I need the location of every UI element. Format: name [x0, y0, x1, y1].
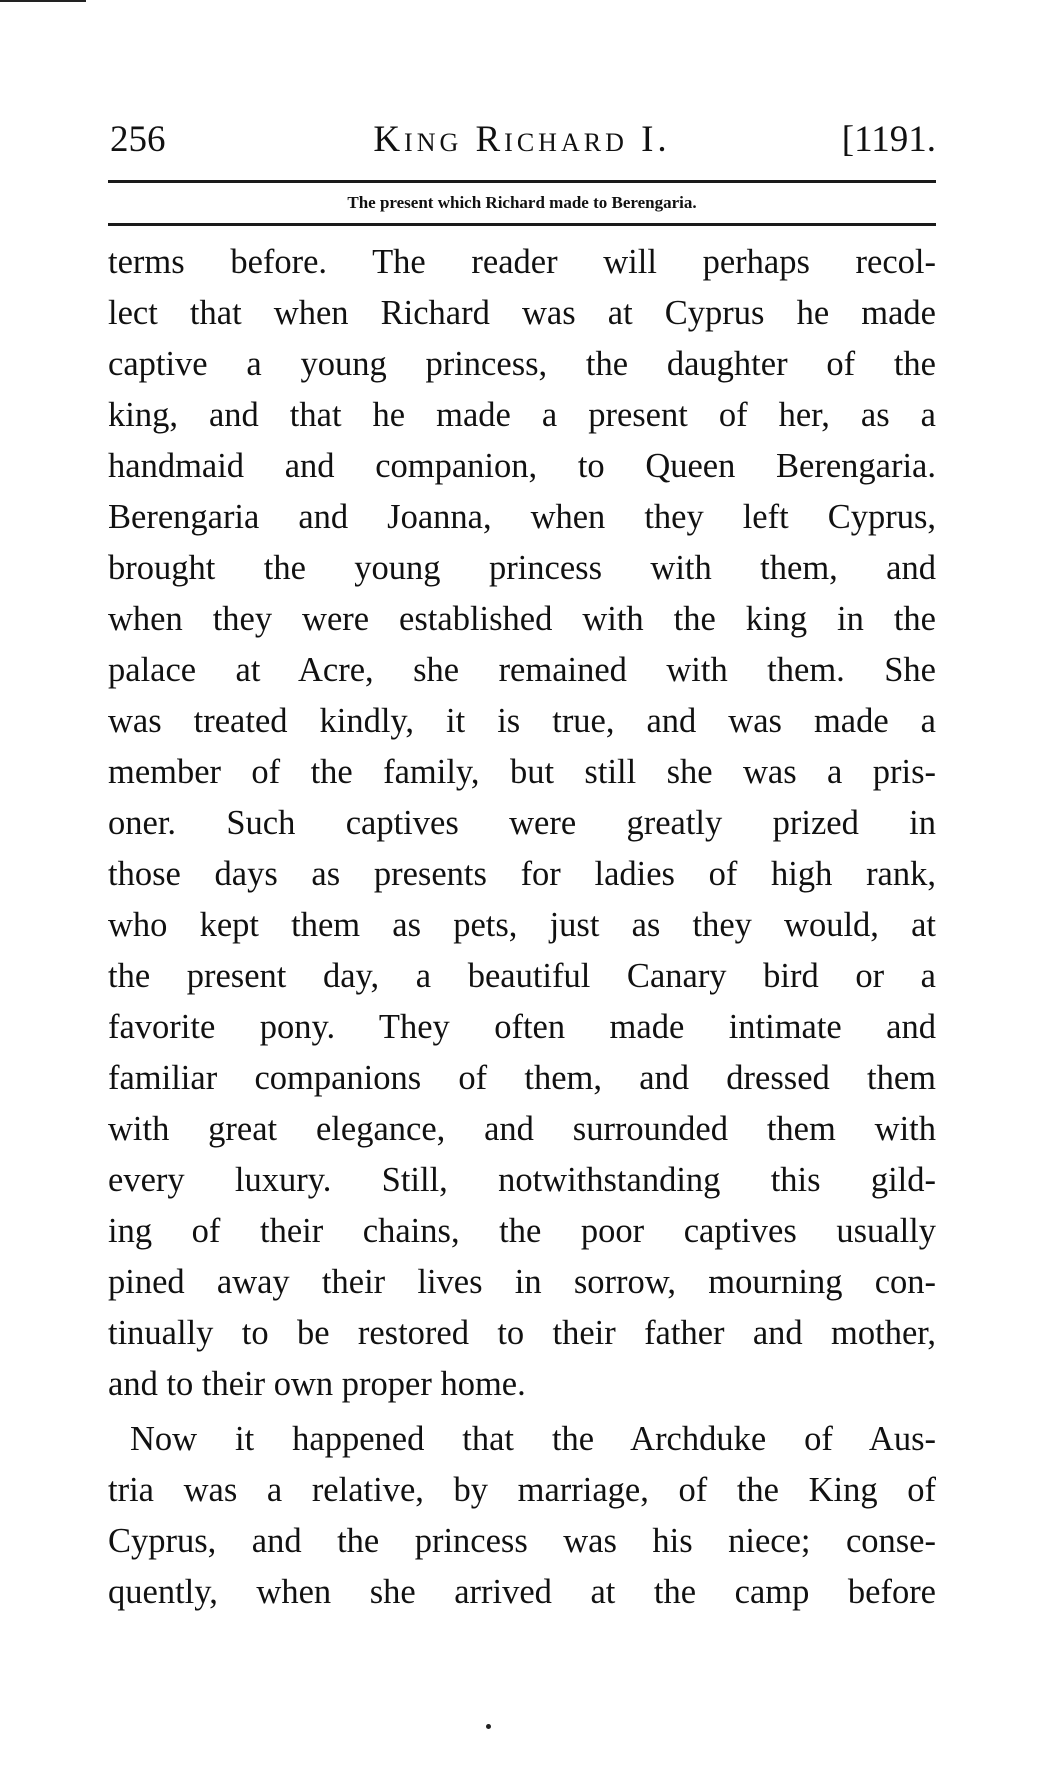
text-line: ing of their chains, the poor captives usually: [108, 1212, 936, 1250]
body-text: [108, 237, 936, 1618]
text-line: member of the family, but still she was a pris-: [108, 753, 936, 791]
text-line: the present day, a beautiful Canary bird or a: [108, 957, 936, 995]
text-line: who kept them as pets, just as they would, at: [108, 906, 936, 944]
running-year: [1191.: [841, 119, 936, 160]
text-line: tinually to be restored to their father and mother,: [108, 1314, 936, 1352]
text-line: handmaid and companion, to Queen Berengaria.: [108, 447, 936, 485]
text-line: was treated kindly, it is true, and was made a: [108, 702, 936, 740]
text-line: oner. Such captives were greatly prized in: [108, 804, 936, 842]
text-line: king, and that he made a present of her, as a: [108, 396, 936, 434]
text-line: favorite pony. They often made intimate and: [108, 1008, 936, 1046]
text-line: tria was a relative, by marriage, of the King of: [108, 1471, 936, 1509]
text-line: when they were established with the king in the: [108, 600, 936, 638]
text-line: pined away their lives in sorrow, mourning con-: [108, 1263, 936, 1301]
text-line: with great elegance, and surrounded them with: [108, 1110, 936, 1148]
ink-speck: [486, 1724, 491, 1729]
corner-mark: [0, 0, 86, 2]
header-rule-bottom: [108, 223, 936, 226]
text-line: those days as presents for ladies of high rank,: [108, 855, 936, 893]
text-line: Cyprus, and the princess was his niece; conse-: [108, 1522, 936, 1560]
text-line: Now it happened that the Archduke of Aus-: [130, 1420, 936, 1458]
page-caption: The present which Richard made to Berengaria.: [347, 193, 697, 212]
text-line: brought the young princess with them, and: [108, 549, 936, 587]
running-head: [108, 110, 936, 170]
text-line: captive a young princess, the daughter of the: [108, 345, 936, 383]
text-line: terms before. The reader will perhaps recol-: [108, 243, 936, 281]
text-line: Berengaria and Joanna, when they left Cyprus,: [108, 498, 936, 536]
page-number: 256: [110, 119, 166, 160]
running-title: King Richard I.: [373, 119, 671, 160]
text-line: every luxury. Still, notwithstanding this gild-: [108, 1161, 936, 1199]
text-line: quently, when she arrived at the camp before: [108, 1573, 936, 1611]
text-line: and to their own proper home.: [108, 1365, 526, 1403]
text-line: familiar companions of them, and dressed them: [108, 1059, 936, 1097]
text-line: palace at Acre, she remained with them. She: [108, 651, 936, 689]
paragraph-2: [108, 1414, 936, 1618]
text-line: lect that when Richard was at Cyprus he made: [108, 294, 936, 332]
paragraph-1: [108, 237, 936, 1410]
book-page: [108, 110, 936, 1618]
